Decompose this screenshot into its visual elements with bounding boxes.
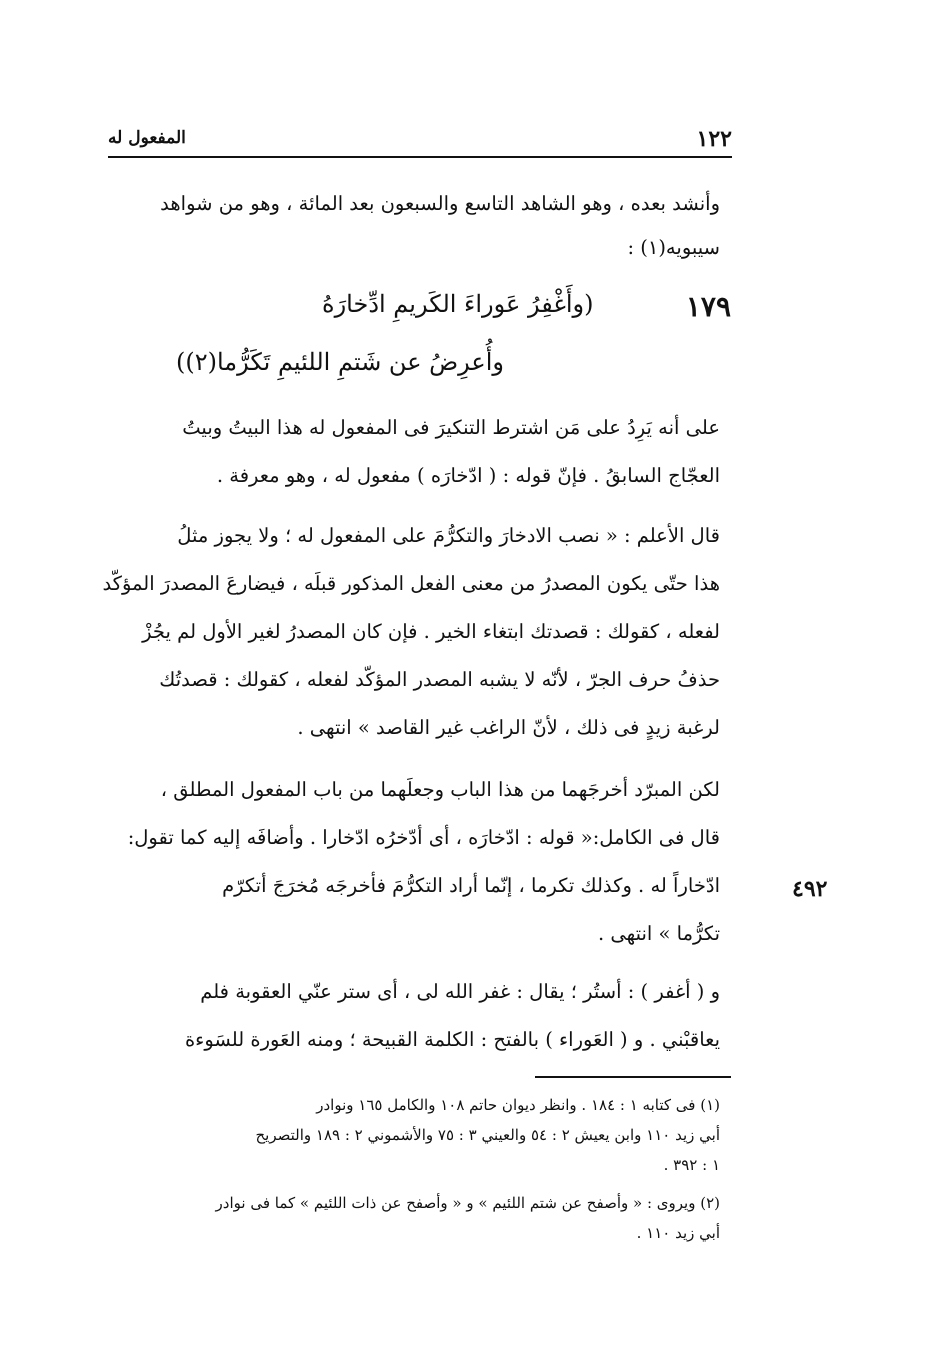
text-line: و ( أغفر ) : أستُر ؛ يقال : غفر الله لى ، أى ستر عنّي العقوبة فلم bbox=[200, 980, 720, 1003]
text-line: ادّخاراً له . وكذلك تكرما ، إنّما أراد التكرُّمَ فأخرجَه مُخرَجَ أتكرّم bbox=[222, 874, 720, 897]
footnote-line: أبي زيد ١١٠ وابن يعيش ٢ : ٥٤ والعيني ٣ : ٧٥ والأشموني ٢ : ١٨٩ والتصريح bbox=[255, 1126, 720, 1144]
footnote-line: ١ : ٣٩٢ . bbox=[663, 1156, 720, 1174]
footnote-line: أبي زيد ١١٠ . bbox=[636, 1224, 720, 1242]
text-line: تكرُّما » انتهى . bbox=[597, 922, 720, 945]
text-line: سيبويه(١) : bbox=[627, 236, 720, 259]
verse-number: ١٧٩ bbox=[685, 290, 731, 323]
paragraph bbox=[108, 404, 720, 500]
text-line: حذفُ حرف الجرّ ، لأنّه لا يشبه المصدر المؤكّد لفعله ، كقولك : قصدتُك bbox=[159, 668, 720, 691]
text-line: قال الأعلم : « نصب الادخارَ والتكرُّمَ على المفعول له ؛ ولا يجوز مثلُ bbox=[177, 524, 720, 547]
paragraph bbox=[108, 766, 720, 958]
footnote bbox=[108, 1188, 720, 1248]
footnote-line: (١) فى كتابه ١ : ١٨٤ . وانظر ديوان حاتم ١٠٨ والكامل ١٦٥ ونوادر bbox=[316, 1096, 720, 1114]
text-line: هذا حتّى يكون المصدرُ من معنى الفعل المذكور قبلَه ، فيضارعَ المصدرَ المؤكّد bbox=[102, 572, 720, 595]
header-rule bbox=[108, 156, 732, 158]
text-line: لرغبة زيدٍ فى ذلك ، لأنّ الراغب غير القاصد » انتهى . bbox=[297, 716, 720, 739]
footnote bbox=[108, 1090, 720, 1180]
verse-second-hemistich: وأُعرِضُ عن شَتمِ اللئيمِ تَكَرُّما(٢)) bbox=[176, 348, 504, 376]
text-line: وأنشد بعده ، وهو الشاهد التاسع والسبعون بعد المائة ، وهو من شواهد bbox=[160, 192, 720, 215]
paragraph bbox=[102, 512, 720, 752]
intro-paragraph bbox=[108, 182, 720, 270]
text-line: يعاقبْني . و ( العَوراء ) بالفتح : الكلمة القبيحة ؛ ومنه العَورة للسَوءة bbox=[184, 1028, 720, 1051]
margin-page-number: ٤٩٢ bbox=[792, 876, 828, 902]
text-line: قال فى الكامل:« قوله : ادّخارَه ، أى أدّخرُه ادّخارا . وأضافَه إليه كما تقول: bbox=[127, 826, 720, 849]
page-header bbox=[108, 118, 732, 158]
footnote-rule bbox=[535, 1076, 731, 1078]
text-line: لكن المبرّد أخرجَهما من هذا الباب وجعلَهما من باب المفعول المطلق ، bbox=[160, 778, 720, 801]
running-title: المفعول له bbox=[108, 128, 186, 148]
footnote-line: (٢) ويروى : « وأصفح عن شتم اللئيم » و « وأصفح عن ذات اللئيم » كما فى نوادر bbox=[215, 1194, 720, 1212]
page-number: ١٢٢ bbox=[696, 126, 732, 152]
text-line: العجّاج السابقُ . فإنّ قوله : ( ادّخارَه ) مفعول له ، وهو معرفة . bbox=[216, 464, 720, 487]
text-line: على أنه يَرِدُ على مَن اشترط التنكيرَ فى المفعول له هذا البيتُ وبيتُ bbox=[182, 416, 720, 439]
verse-first-hemistich: (وأَغْفِرُ عَوراءَ الكَريمِ ادِّخارَهُ bbox=[322, 290, 594, 318]
text-line: لفعله ، كقولك : قصدتك ابتغاء الخير . فإن كان المصدرُ لغير الأول لم يجُزْ bbox=[142, 620, 720, 643]
paragraph bbox=[108, 968, 720, 1064]
